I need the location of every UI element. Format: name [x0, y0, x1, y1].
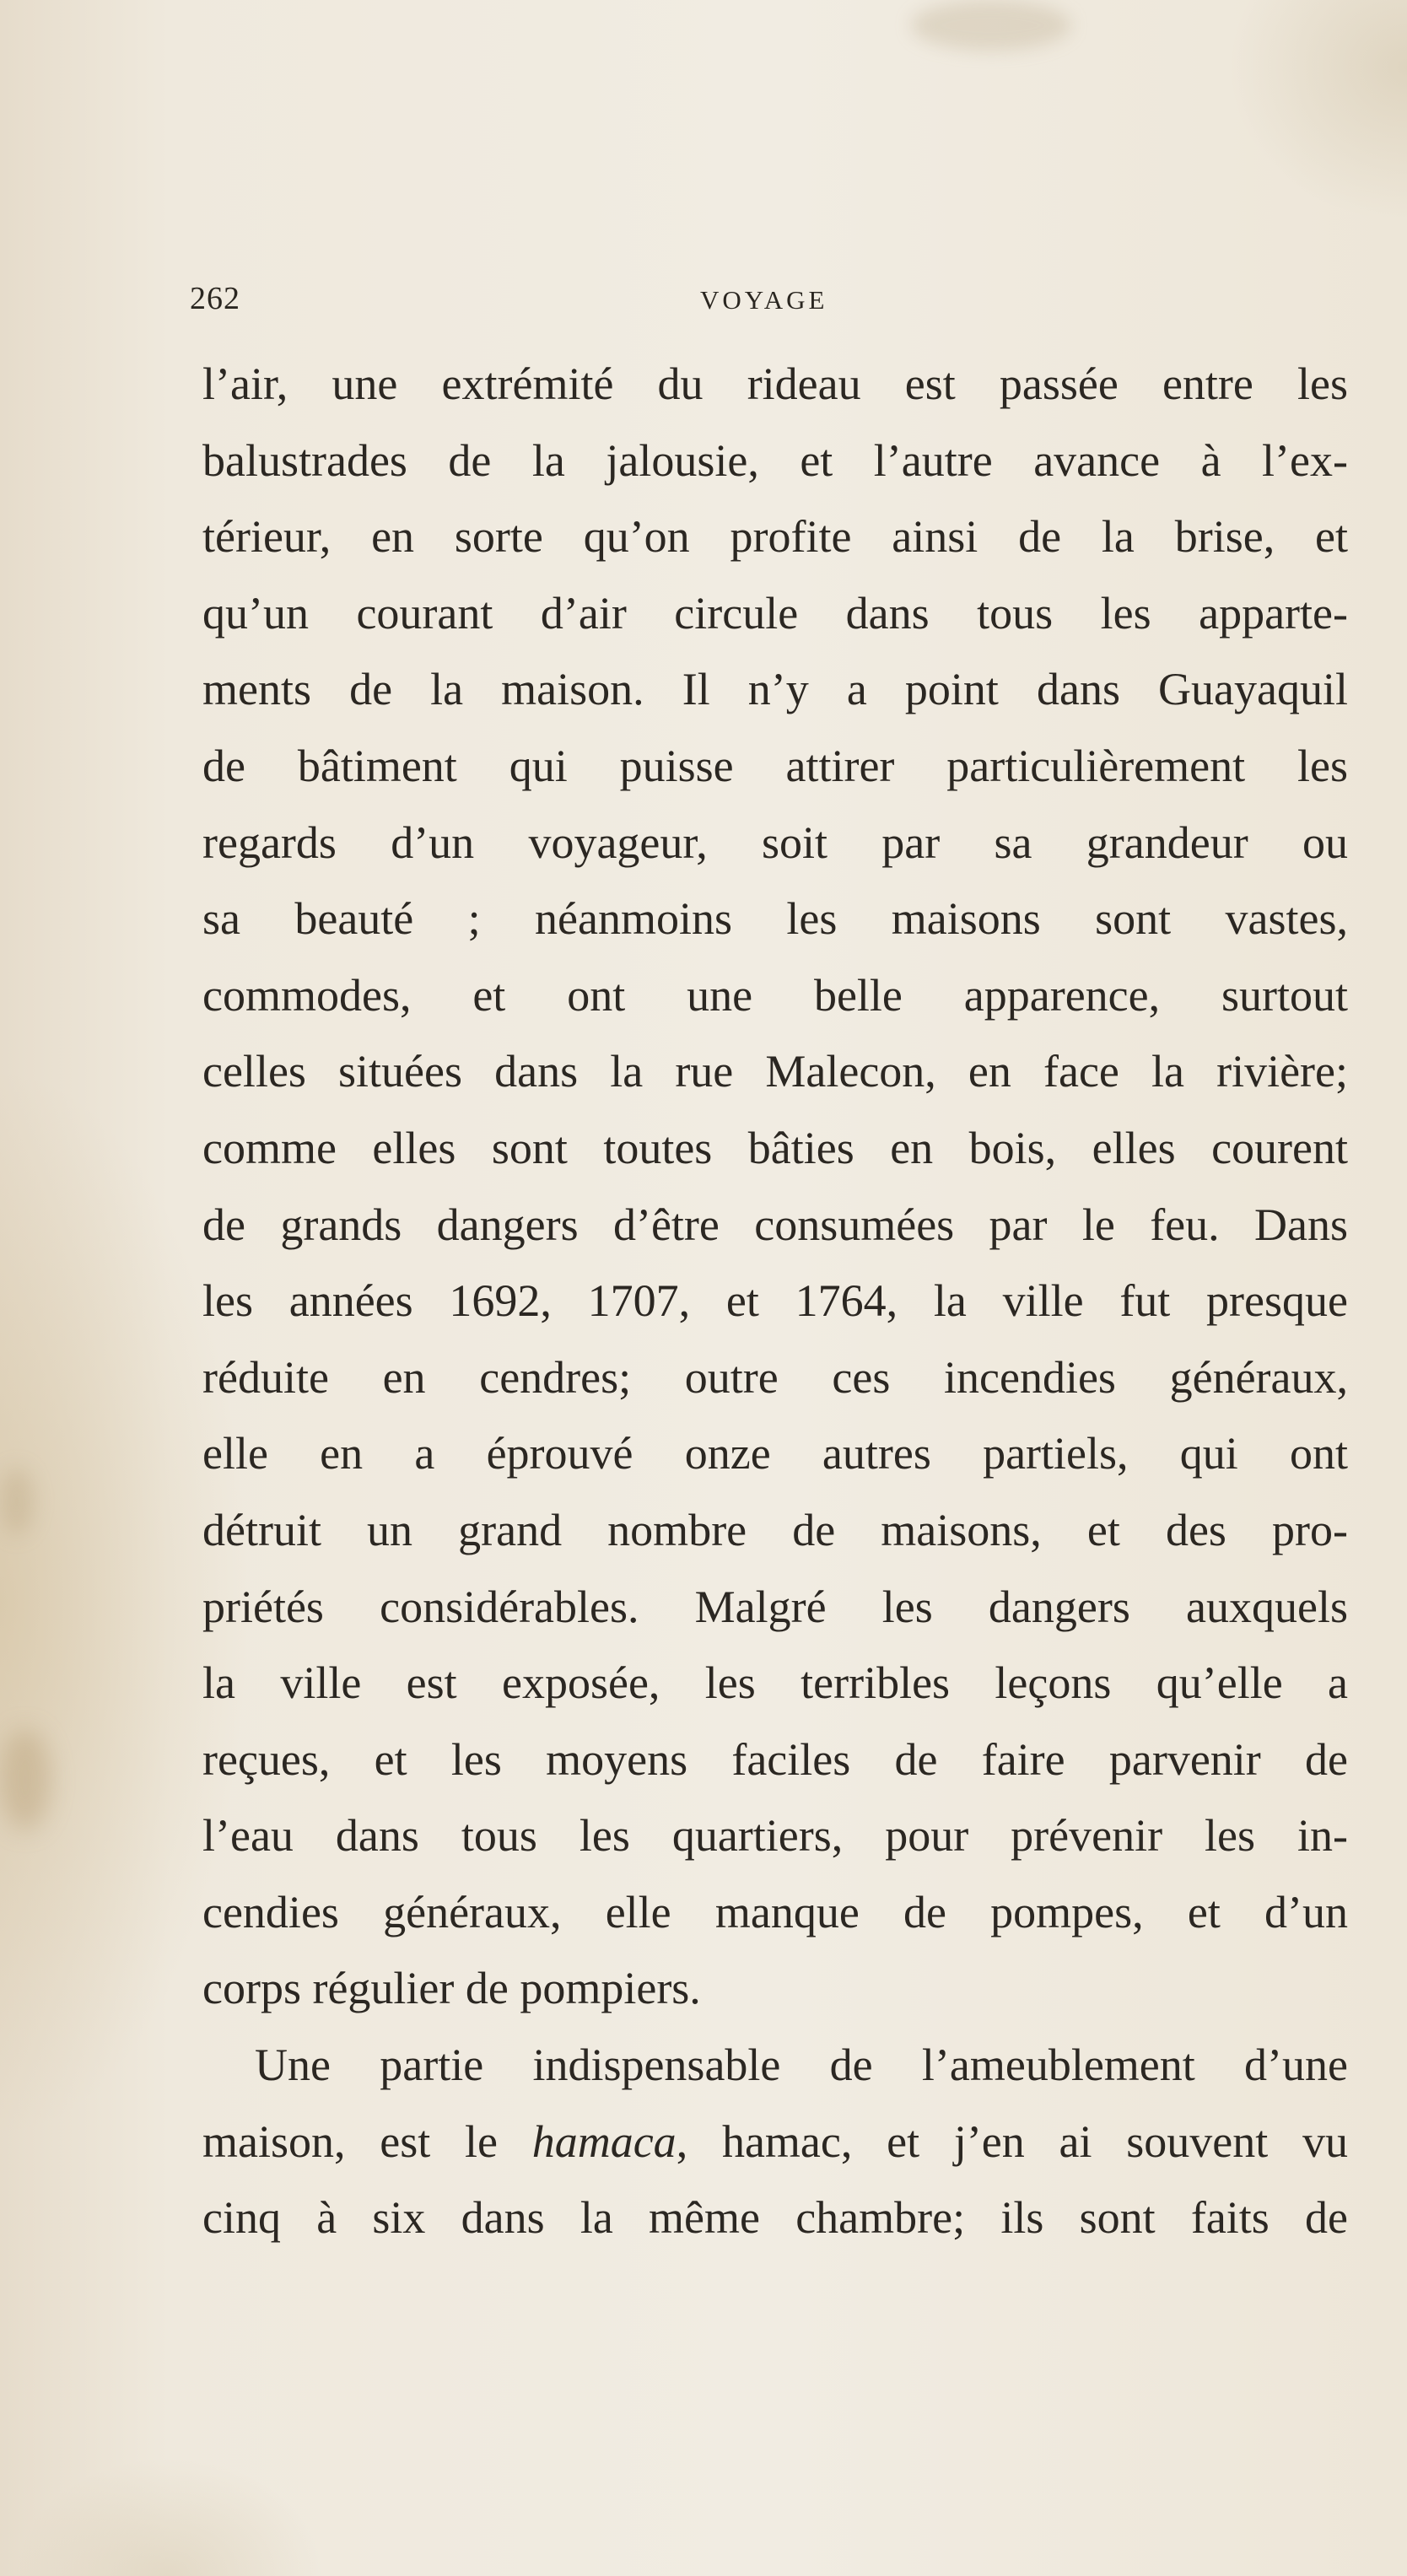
page-header [190, 280, 1345, 331]
paper-stain [0, 1729, 51, 1830]
paragraph-start-line: Une partie indispensable de l’ameublement d’une [255, 2040, 1348, 2091]
text-line: de grands dangers d’être consumées par le feu. Dans [202, 1199, 1348, 1250]
text-span: maison, est le [202, 2115, 532, 2167]
text-line: ments de la maison. Il n’y a point dans Guayaquil [202, 664, 1348, 715]
text-line: détruit un grand nombre de maisons, et des pro- [202, 1504, 1348, 1555]
text-line: la ville est exposée, les terribles leçons qu’elle a [202, 1657, 1348, 1709]
text-line: commodes, et ont une belle apparence, surtout [202, 969, 1348, 1021]
text-line: de bâtiment qui puisse attirer particulièrement les [202, 740, 1348, 791]
text-line: l’air, une extrémité du rideau est passée entre les [202, 358, 1348, 409]
text-line: qu’un courant d’air circule dans tous les apparte- [202, 587, 1348, 639]
paper-stain [0, 1468, 34, 1535]
text-line: les années 1692, 1707, et 1764, la ville fut presque [202, 1275, 1348, 1327]
text-line: balustrades de la jalousie, et l’autre avance à l’ex- [202, 434, 1348, 486]
page-number: 262 [190, 281, 240, 316]
text-line: celles situées dans la rue Malecon, en face la rivière; [202, 1046, 1348, 1097]
text-line: sa beauté ; néanmoins les maisons sont vastes, [202, 893, 1348, 945]
text-line: regards d’un voyageur, soit par sa grandeur ou [202, 816, 1348, 868]
text-line: térieur, en sorte qu’on profite ainsi de la brise, et [202, 511, 1348, 563]
text-line: l’eau dans tous les quartiers, pour prévenir les in- [202, 1810, 1348, 1862]
body-text [202, 346, 1348, 2256]
italic-term: hamaca [531, 2115, 677, 2167]
text-line: cendies généraux, elle manque de pompes, et d’un [202, 1886, 1348, 1937]
text-line: comme elles sont toutes bâties en bois, elles courent [202, 1122, 1348, 1173]
paragraph-end-line: corps régulier de pompiers. [202, 1963, 701, 2014]
text-line: réduite en cendres; outre ces incendies généraux, [202, 1351, 1348, 1403]
text-line: reçues, et les moyens faciles de faire parvenir de [202, 1733, 1348, 1785]
running-head: VOYAGE [700, 285, 828, 315]
text-line: priétés considérables. Malgré les dangers auxquels [202, 1581, 1348, 1632]
text-line: cinq à six dans la même chambre; ils sont faits de [202, 2192, 1348, 2244]
paper-stain [911, 0, 1071, 51]
text-span: , hamac, et j’en ai souvent vu [676, 2115, 1348, 2167]
text-line-with-italic [202, 2104, 1348, 2180]
text-line: elle en a éprouvé onze autres partiels, qui ont [202, 1428, 1348, 1479]
